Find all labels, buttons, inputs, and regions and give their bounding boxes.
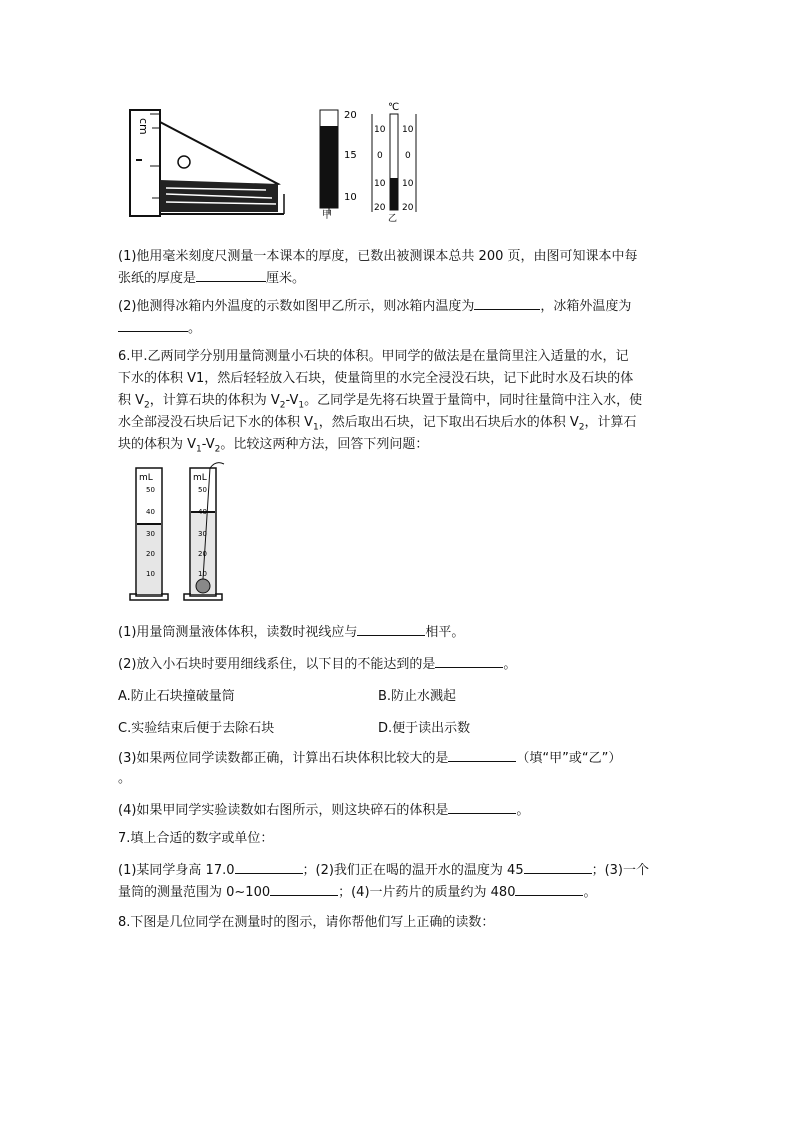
- q6-sub1-text: (1)用量筒测量液体体积，读数时视线应与: [118, 625, 358, 640]
- q5-sub1-unit: 厘米。: [266, 271, 306, 286]
- q6-sub2-text: (2)放入小石块时要用细线系住，以下目的不能达到的是: [118, 657, 436, 672]
- cyl1-tick-40: 40: [146, 508, 155, 516]
- thermo-b-left-10a: 10: [374, 125, 386, 135]
- q6-sub2-post: 。: [503, 657, 517, 672]
- q6-sub3-text: (3)如果两位同学读数都正确，计算出石块体积比较大的是: [118, 751, 449, 766]
- cyl2-tick-50: 50: [198, 486, 207, 494]
- q6-text-5c: 。比较这两种方法，回答下列问题：: [220, 437, 429, 452]
- q6-text-1: 6.甲.乙两同学分别用量筒测量小石块的体积。甲同学的做法是在量筒里注入适量的水，记: [118, 349, 629, 364]
- cyl1-tick-30: 30: [146, 530, 155, 538]
- thermo-b-right-20: 20: [402, 203, 414, 213]
- thermometer-a-figure: [316, 104, 366, 220]
- q5-sub1-text-a: (1)他用毫米刻度尺测量一本课本的厚度，已数出被测课本总共 200 页，由图可知课本中每: [118, 249, 638, 264]
- q5-sub1-line-a: [118, 246, 678, 268]
- q7-title-text: 7.填上合适的数字或单位：: [118, 831, 274, 846]
- q7-l2-c: 。: [583, 885, 597, 900]
- option-d[interactable]: D.便于读出示数: [378, 721, 471, 736]
- cyl2-tick-10: 10: [198, 570, 207, 578]
- sub-1: 1: [196, 444, 202, 455]
- q6-text-3a: 积 V: [118, 393, 145, 408]
- q6-line1: [118, 346, 678, 368]
- option-c[interactable]: C.实验结束后便于去除石块: [118, 721, 275, 736]
- q6-sub3-end: 。: [118, 771, 132, 786]
- cyl1-tick-20: 20: [146, 550, 155, 558]
- ruler-unit-label: cm: [137, 118, 150, 135]
- option-a[interactable]: A.防止石块撞破量筒: [118, 689, 235, 704]
- ruler-book-figure: [126, 108, 286, 220]
- q6-text-3b: ，计算石块的体积为 V: [149, 393, 280, 408]
- cyl2-tick-30: 30: [198, 530, 207, 538]
- sub-1: 1: [298, 400, 305, 411]
- q5-sub1-line-b: [118, 268, 678, 290]
- q6-text-3c: -V: [285, 393, 299, 408]
- q6-sub3-post: （填“甲”或“乙”）: [516, 751, 622, 766]
- q6-text-4c: ，计算石: [584, 415, 637, 430]
- cyl2-tick-40: 40: [198, 508, 207, 516]
- thermo-b-unit: ℃: [388, 102, 400, 113]
- q7-l1-c: ；(3)一个: [591, 863, 650, 878]
- thermo-b-label: 乙: [388, 214, 398, 222]
- thermo-b-right-10a: 10: [402, 125, 414, 135]
- thermo-a-label: 甲: [322, 210, 332, 220]
- answer-blank[interactable]: [474, 296, 540, 310]
- answer-blank[interactable]: [448, 800, 516, 814]
- q5-sub2-text: (2)他测得冰箱内外温度的示数如图甲乙所示，则冰箱内温度为: [118, 299, 475, 314]
- cyl2-tick-20: 20: [198, 550, 207, 558]
- q5-sub1-text-b: 张纸的厚度是: [118, 271, 197, 286]
- answer-blank[interactable]: [357, 622, 425, 636]
- q8-title-text: 8.下图是几位同学在测量时的图示，请你帮他们写上正确的读数：: [118, 915, 495, 930]
- q6-line5: [118, 434, 678, 461]
- q7-l1-b: ；(2)我们正在喝的温开水的温度为 45: [302, 863, 524, 878]
- cyl1-unit: mL: [139, 473, 153, 483]
- q7-line1: [118, 860, 678, 882]
- q5-sub2-line: [118, 296, 678, 318]
- q6-text-5b: -V: [201, 437, 215, 452]
- q7-l2-b: ；(4)一片药片的质量约为 480: [338, 885, 516, 900]
- cyl2-unit: mL: [193, 473, 207, 483]
- sub-2: 2: [578, 422, 585, 433]
- q5-sub2-end: 。: [188, 321, 202, 336]
- q6-sub1-line: [118, 622, 678, 644]
- q5-sub2-line-b: [118, 318, 678, 340]
- q5-sub2-mid: ，冰箱外温度为: [540, 299, 632, 314]
- answer-blank[interactable]: [524, 860, 592, 874]
- q6-sub1-post: 相平。: [425, 625, 465, 640]
- thermo-a-tick-20: 20: [344, 110, 357, 121]
- q6-options-row-1: [118, 686, 678, 708]
- thermo-b-left-20: 20: [374, 203, 386, 213]
- answer-blank[interactable]: [515, 882, 583, 896]
- q7-l2-a: 量筒的测量范围为 0~100: [118, 885, 271, 900]
- q6-sub4-post: 。: [516, 803, 530, 818]
- thermo-b-right-0: 0: [405, 151, 411, 161]
- q6-text-3d: 。乙同学是先将石块置于量筒中，同时往量筒中注入水，使: [304, 393, 643, 408]
- thermometer-b-figure: [368, 100, 420, 222]
- sub-2: 2: [144, 400, 150, 411]
- q8-title: [118, 912, 678, 934]
- answer-blank[interactable]: [270, 882, 338, 896]
- q7-l1-a: (1)某同学身高 17.0: [118, 863, 235, 878]
- option-b[interactable]: B.防止水溅起: [378, 689, 457, 704]
- q6-text-4b: ，然后取出石块，记下取出石块后水的体积 V: [318, 415, 579, 430]
- thermo-b-left-0: 0: [377, 151, 383, 161]
- cyl1-tick-10: 10: [146, 570, 155, 578]
- q6-line2: [118, 368, 678, 390]
- sub-2: 2: [279, 400, 286, 411]
- thermo-b-left-10b: 10: [374, 179, 386, 189]
- thermo-b-right-10b: 10: [402, 179, 414, 189]
- graduated-cylinders-figure: [124, 458, 244, 604]
- sub-1: 1: [313, 422, 319, 433]
- thermo-a-tick-15: 15: [344, 150, 357, 161]
- answer-blank[interactable]: [448, 748, 516, 762]
- answer-blank[interactable]: [118, 318, 188, 332]
- q7-title: [118, 828, 678, 850]
- q6-sub4-text: (4)如果甲同学实验读数如右图所示，则这块碎石的体积是: [118, 803, 449, 818]
- q6-text-4a: 水全部浸没石块后记下水的体积 V: [118, 415, 314, 430]
- answer-blank[interactable]: [196, 268, 266, 282]
- thermo-a-tick-10: 10: [344, 192, 357, 203]
- q6-sub2-line: [118, 654, 678, 676]
- sub-2: 2: [214, 444, 221, 455]
- q6-sub4-line: [118, 800, 678, 822]
- q6-text-5a: 块的体积为 V: [118, 437, 197, 452]
- answer-blank[interactable]: [235, 860, 303, 874]
- q6-sub3-line-b: [118, 768, 678, 790]
- q6-sub3-line: [118, 748, 678, 770]
- answer-blank[interactable]: [435, 654, 503, 668]
- q6-options-row-2: [118, 718, 678, 740]
- q7-line2: [118, 882, 678, 904]
- cyl1-tick-50: 50: [146, 486, 155, 494]
- q6-text-2: 下水的体积 V1，然后轻轻放入石块，使量筒里的水完全浸没石块，记下此时水及石块的体: [118, 371, 634, 386]
